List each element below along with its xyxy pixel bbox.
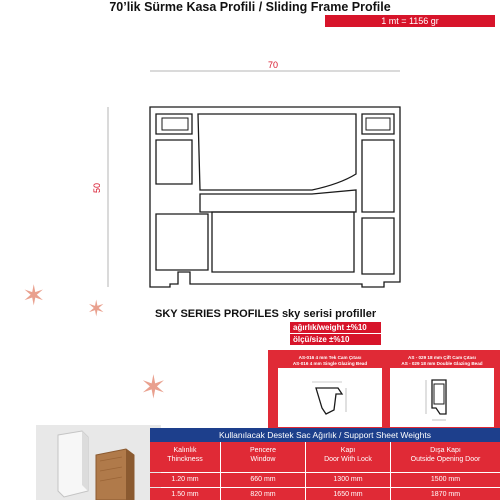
bead-profile-drawing — [390, 368, 494, 427]
tolerance-weight-badge: ağırlık/weight ±%10 — [290, 322, 381, 333]
column-header-thickness — [150, 442, 220, 472]
star-decoration: ✶ — [22, 280, 46, 311]
glazing-bead-card — [274, 355, 386, 427]
star-decoration: ✶ — [140, 369, 167, 405]
bead-caption-en: AS - 029 18 mm Double Glazing Bead — [401, 360, 483, 366]
series-title: SKY SERIES PROFILES sky serisi profiller — [155, 308, 377, 320]
star-decoration: ✶ — [87, 296, 106, 321]
weight-badge: 1 mt = 1156 gr — [325, 15, 495, 27]
table-title: Kullanılacak Destek Sac Ağırlık / Support Sheet Weights — [150, 428, 500, 442]
table-cell: 1870 mm — [391, 488, 500, 500]
table-cell: 1500 mm — [391, 473, 500, 487]
profile-photo — [36, 425, 161, 500]
table-cell: 660 mm — [221, 473, 305, 487]
glazing-bead-panel — [268, 350, 500, 432]
header-tr: Pencere — [249, 447, 277, 454]
bead-caption-tr: AS - 029 18 mm Çift Cam Çıtası — [408, 355, 476, 360]
table-cell: 820 mm — [221, 488, 305, 500]
column-header-outside-door — [391, 442, 500, 472]
table-cell: 1.20 mm — [150, 473, 220, 487]
header-en: Thinckness — [167, 456, 203, 463]
bead-caption-tr: AS-016 4 mm Tek Cam Çıtası — [298, 355, 362, 360]
table-cell: 1650 mm — [306, 488, 390, 500]
window-profile-photo — [36, 425, 161, 500]
glazing-bead-card — [386, 355, 498, 427]
bead-drawing-box — [278, 368, 382, 427]
bead-caption-en: AS-016 4 mm Single Glazing Bead — [292, 360, 368, 366]
table-cell: 1300 mm — [306, 473, 390, 487]
table-cell: 1.50 mm — [150, 488, 220, 500]
header-en: Outside Opening Door — [410, 456, 481, 463]
page-title: 70’lik Sürme Kasa Profili / Sliding Frame Profile — [109, 0, 391, 14]
profile-drawing — [100, 62, 420, 312]
header-tr: Dışa Kapı — [430, 447, 461, 454]
bead-drawing-box — [390, 368, 494, 427]
tolerance-size-badge: ölçü/size ±%10 — [290, 334, 381, 345]
height-dimension-label: 50 — [92, 182, 102, 193]
support-sheet-table — [150, 428, 500, 500]
header-tr: Kapı — [340, 447, 356, 454]
column-header-window — [221, 442, 305, 472]
header-en: Door With Lock — [324, 456, 372, 463]
header-tr: Kalınlık — [173, 447, 197, 454]
width-dimension-label: 70 — [268, 60, 279, 70]
bead-profile-drawing — [278, 368, 382, 427]
column-header-door — [306, 442, 390, 472]
header-en: Window — [250, 456, 276, 463]
